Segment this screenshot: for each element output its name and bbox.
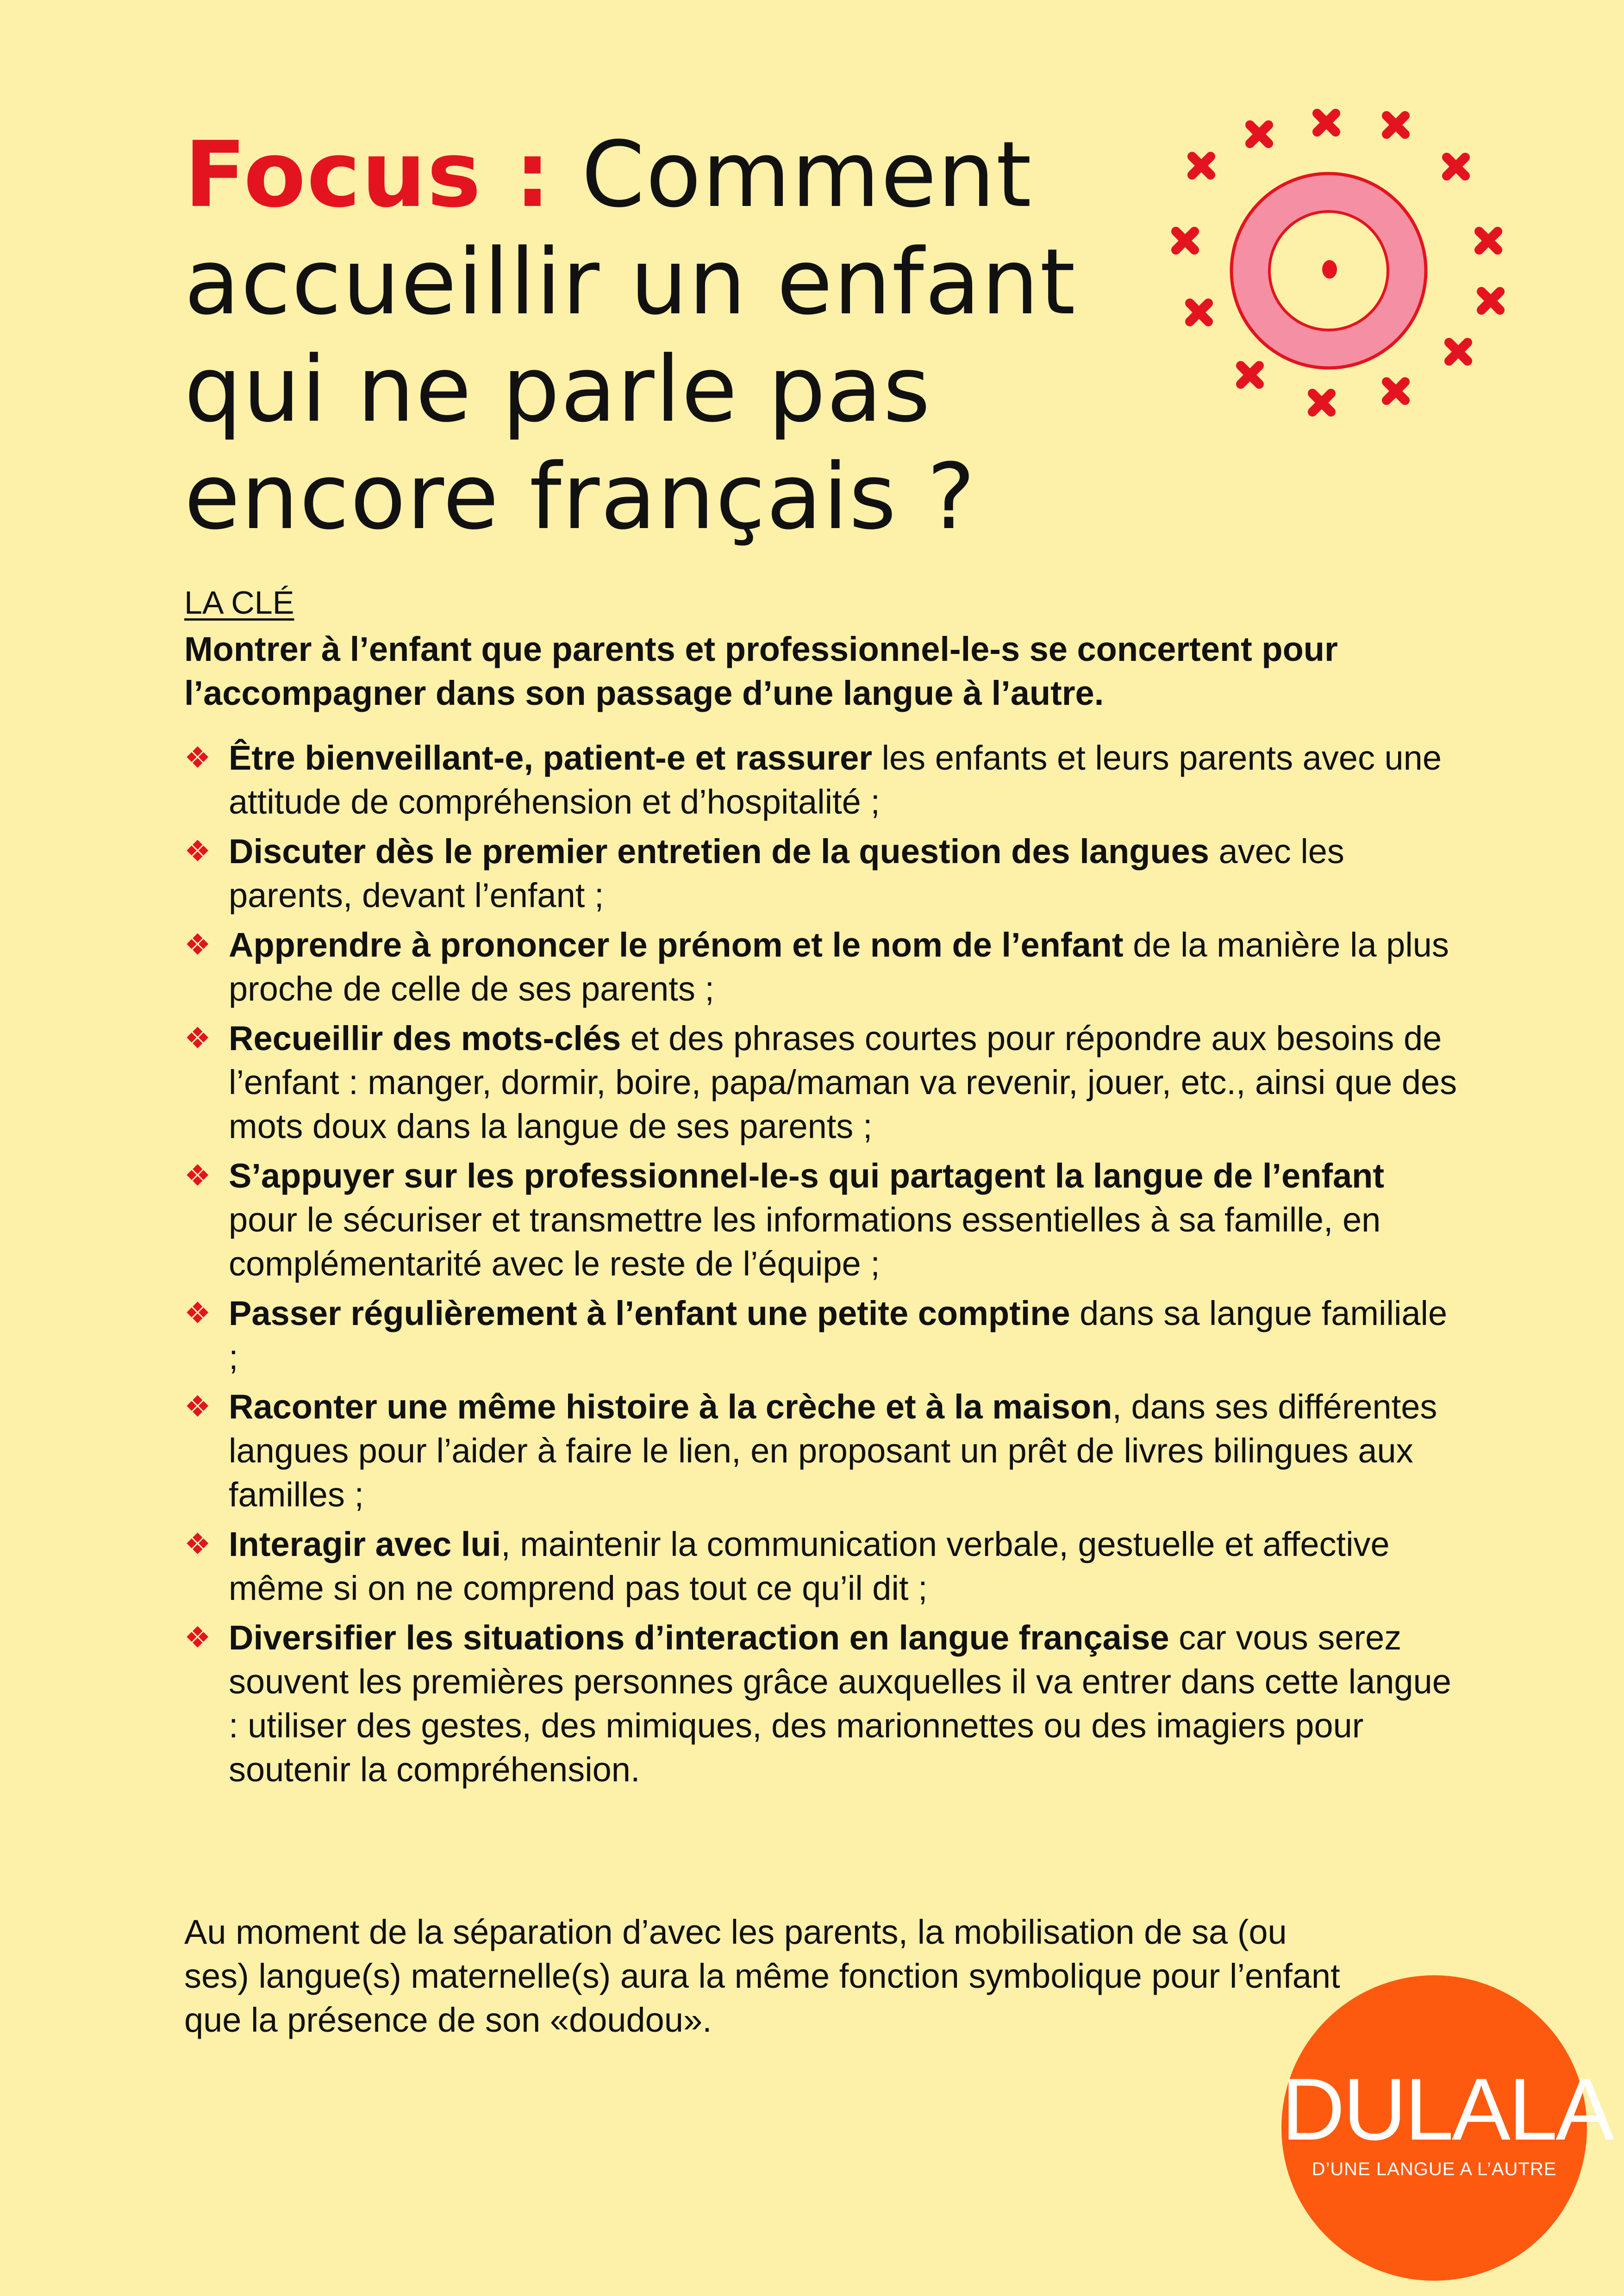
diamond-bullet-icon: ❖	[184, 928, 211, 961]
list-item	[184, 736, 1462, 824]
list-item	[184, 829, 1462, 917]
list-item	[184, 1385, 1462, 1517]
sun-illustration	[1157, 97, 1528, 440]
logo-tagline: D’UNE LANGUE A L’AUTRE	[1312, 2159, 1557, 2179]
key-heading: LA CLÉ	[184, 585, 294, 621]
item-bold: Recueillir des mots-clés	[229, 1019, 621, 1058]
logo-wordmark: DULALA	[1281, 2060, 1613, 2159]
list-item	[184, 1616, 1462, 1792]
recommendations-list	[184, 736, 1462, 1797]
item-text: car vous serez souvent les premières personnes grâce auxquelles il va entrer dans cette langue : utiliser des gestes, des mimiques, des marionnettes ou des imagiers pour soutenir la compréhension.	[229, 1618, 1451, 1789]
item-text: dans sa langue familiale ;	[229, 1294, 1448, 1376]
dulala-logo	[1281, 1975, 1613, 2281]
diamond-bullet-icon: ❖	[184, 834, 211, 868]
list-item	[184, 1291, 1462, 1379]
item-text: , maintenir la communication verbale, gestuelle et affective même si on ne comprend pas tout ce qu’il dit ;	[229, 1525, 1390, 1607]
title-focus: Focus :	[184, 122, 552, 228]
page-title	[184, 121, 1156, 551]
list-item	[184, 1016, 1462, 1148]
diamond-bullet-icon: ❖	[184, 1159, 211, 1192]
item-bold: Passer régulièrement à l’enfant une petite comptine	[229, 1294, 1070, 1332]
item-bold: S’appuyer sur les professionnel-le-s qui partagent la langue de l’enfant	[229, 1157, 1384, 1195]
item-bold: Apprendre à prononcer le prénom et le nom de l’enfant	[229, 926, 1124, 964]
diamond-bullet-icon: ❖	[184, 1021, 211, 1055]
item-bold: Raconter une même histoire à la crèche et à la maison	[229, 1388, 1112, 1426]
item-text: et des phrases courtes pour répondre aux besoins de l’enfant : manger, dormir, boire, papa/maman va revenir, jouer, etc., ainsi que des mots doux dans la langue de ses parents ;	[229, 1019, 1457, 1145]
item-bold: Diversifier les situations d’interaction en langue française	[229, 1618, 1169, 1657]
list-item	[184, 923, 1462, 1011]
item-text: avec les parents, devant l’enfant ;	[229, 832, 1344, 915]
key-statement: Montrer à l’enfant que parents et professionnel-le-s se concertent pour l’accompagner dans son passage d’une langue à l’autre.	[184, 630, 1338, 712]
item-text: pour le sécuriser et transmettre les informations essentielles à sa famille, en complémentarité avec le reste de l’équipe ;	[229, 1201, 1381, 1283]
diamond-bullet-icon: ❖	[184, 1527, 211, 1561]
title-question: Comment accueillir un enfant qui ne parle pas encore français ?	[184, 122, 1076, 550]
item-text: , dans ses différentes langues pour l’aider à faire le lien, en proposant un prêt de livres bilingues aux familles ;	[229, 1388, 1437, 1514]
diamond-bullet-icon: ❖	[184, 1621, 211, 1654]
item-text: les enfants et leurs parents avec une attitude de compréhension et d’hospitalité ;	[229, 739, 1442, 821]
diamond-bullet-icon: ❖	[184, 1390, 211, 1423]
diamond-bullet-icon: ❖	[184, 1296, 211, 1330]
list-item	[184, 1522, 1462, 1610]
item-bold: Discuter dès le premier entretien de la question des langues	[229, 832, 1209, 871]
diamond-bullet-icon: ❖	[184, 741, 211, 774]
item-bold: Interagir avec lui	[229, 1525, 501, 1563]
conclusion-text: Au moment de la séparation d’avec les parents, la mobilisation de sa (ou ses) langue(s) maternelle(s) aura la même fonction symbolique pour l’enfant que la présence de son «doudou».	[184, 1913, 1340, 2039]
list-item	[184, 1154, 1462, 1286]
item-text: de la manière la plus proche de celle de ses parents ;	[229, 926, 1449, 1008]
item-bold: Être bienveillant-e, patient-e et rassurer	[229, 739, 873, 777]
